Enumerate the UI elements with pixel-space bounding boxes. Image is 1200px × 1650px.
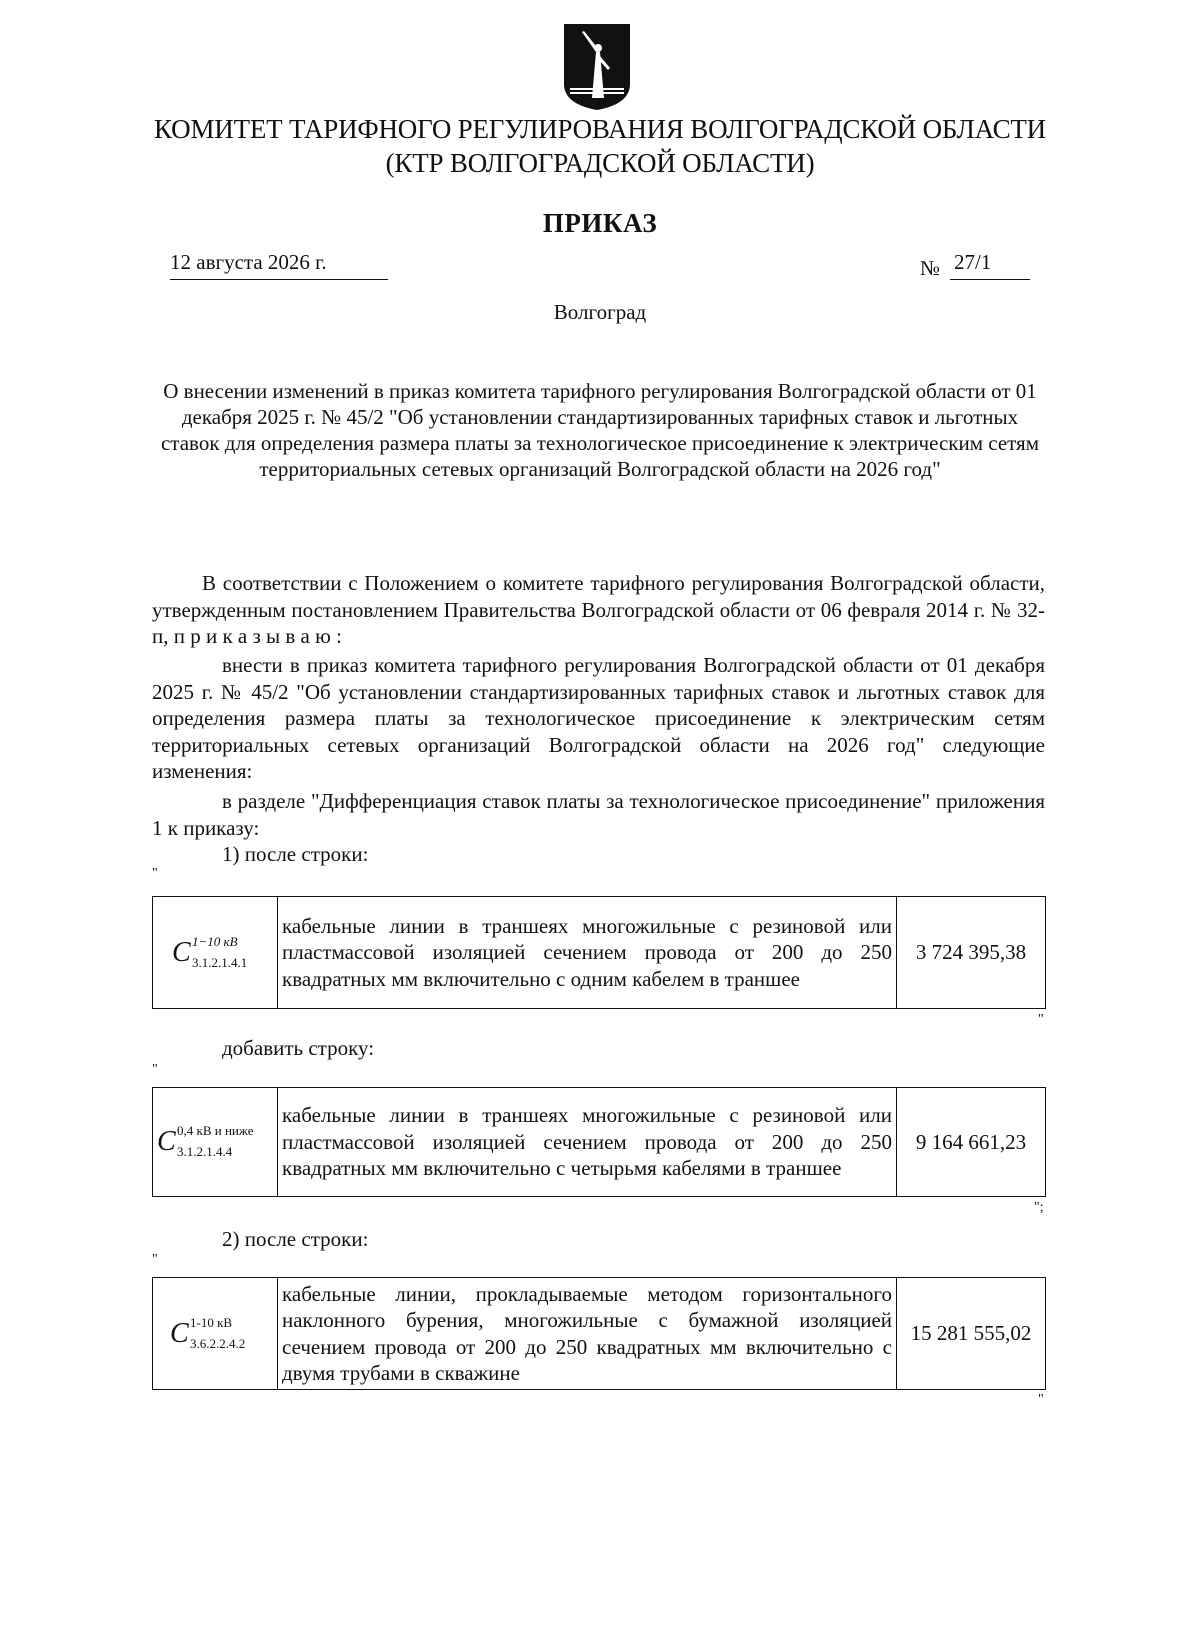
rate-code (157, 1123, 273, 1159)
rate-code (172, 933, 258, 970)
order-date: 12 августа 2026 г. (170, 250, 388, 280)
rate-description: кабельные линии в траншеях многожильные с резиновой или пластмассовой изоляцией сечением провода от 200 до 250 квадратных мм включительно с одним кабелем в траншее (278, 897, 897, 1009)
organization-short-name: (КТР ВОЛГОГРАДСКОЙ ОБЛАСТИ) (385, 148, 815, 178)
section-paragraph: в разделе "Дифференциация ставок платы за технологическое присоединение" приложения 1 к приказу: (152, 789, 1045, 840)
item-1-label: 1) после строки: (222, 842, 369, 866)
close-quote: " (1038, 1012, 1044, 1027)
preamble-paragraph: В соответствии с Положением о комитете тарифного регулирования Волгоградской области, утвержденным постановлением Правительства Волгоградской области от 06 февраля 2014 г. № 32-п, п р и к а з ы в а ю : (152, 571, 1045, 648)
order-subject: О внесении изменений в приказ комитета тарифного регулирования Волгоградской области от 01 декабря 2025 г. № 45/2 "Об установлении стандартизированных тарифных ставок и льготных ставок для определения размера платы за технологическое присоединение к электрическим сетям территориальных сетевых организаций Волгоградской области на 2026 год" (160, 379, 1039, 481)
organization-name: КОМИТЕТ ТАРИФНОГО РЕГУЛИРОВАНИЯ ВОЛГОГРАДСКОЙ ОБЛАСТИ (154, 114, 1046, 144)
rate-value: 9 164 661,23 (897, 1088, 1046, 1197)
rate-table-row-2 (152, 1087, 1046, 1197)
table-row (153, 897, 1046, 1009)
rate-code-cell (153, 1278, 278, 1390)
table-row (153, 1278, 1046, 1390)
number-sign: № (920, 256, 941, 280)
rate-value: 15 281 555,02 (897, 1278, 1046, 1390)
rate-code-cell (153, 1088, 278, 1197)
rate-table-row-3 (152, 1277, 1046, 1390)
city: Волгоград (553, 300, 647, 324)
document-type: ПРИКАЗ (542, 208, 658, 238)
rate-voltage: 0,4 кВ и ниже (177, 1123, 254, 1138)
rate-index: 3.1.2.1.4.1 (192, 954, 248, 970)
open-quote: " (152, 1252, 158, 1267)
rate-code-cell (153, 897, 278, 1009)
amendment-paragraph: внести в приказ комитета тарифного регулирования Волгоградской области от 01 декабря 2025 г. № 45/2 "Об установлении стандартизированных тарифных ставок и льготных ставок для определения размера платы за технологическое присоединение к электрическим сетям территориальных сетевых организаций Волгоградской области на 2026 год" следующие изменения: (152, 653, 1045, 783)
close-quote: " (1038, 1392, 1044, 1407)
rate-value: 3 724 395,38 (897, 897, 1046, 1009)
close-quote-semicolon: "; (1034, 1200, 1044, 1215)
rate-symbol: С (172, 936, 191, 968)
rate-symbol: С (157, 1126, 176, 1157)
rate-index: 3.1.2.1.4.4 (177, 1144, 233, 1159)
open-quote: " (152, 866, 158, 881)
add-row-label: добавить строку: (222, 1036, 375, 1060)
rate-index: 3.6.2.2.4.2 (190, 1335, 246, 1351)
rate-voltage: 1−10 кВ (192, 933, 238, 949)
item-2-label: 2) после строки: (222, 1227, 369, 1251)
coat-of-arms-emblem (560, 22, 634, 112)
rate-symbol: С (170, 1317, 189, 1349)
rate-code (170, 1314, 260, 1351)
order-number: 27/1 (950, 250, 1030, 280)
rate-voltage: 1-10 кВ (190, 1314, 233, 1330)
rate-table-row-1 (152, 896, 1046, 1009)
table-row (153, 1088, 1046, 1197)
rate-description: кабельные линии в траншеях многожильные с резиновой или пластмассовой изоляцией сечением провода от 200 до 250 квадратных мм включительно с четырьмя кабелями в траншее (278, 1088, 897, 1197)
open-quote: " (152, 1062, 158, 1077)
rate-description: кабельные линии, прокладываемые методом горизонтального наклонного бурения, многожильные с бумажной изоляцией сечением провода от 200 до 250 квадратных мм включительно с двумя трубами в скважине (278, 1278, 897, 1390)
